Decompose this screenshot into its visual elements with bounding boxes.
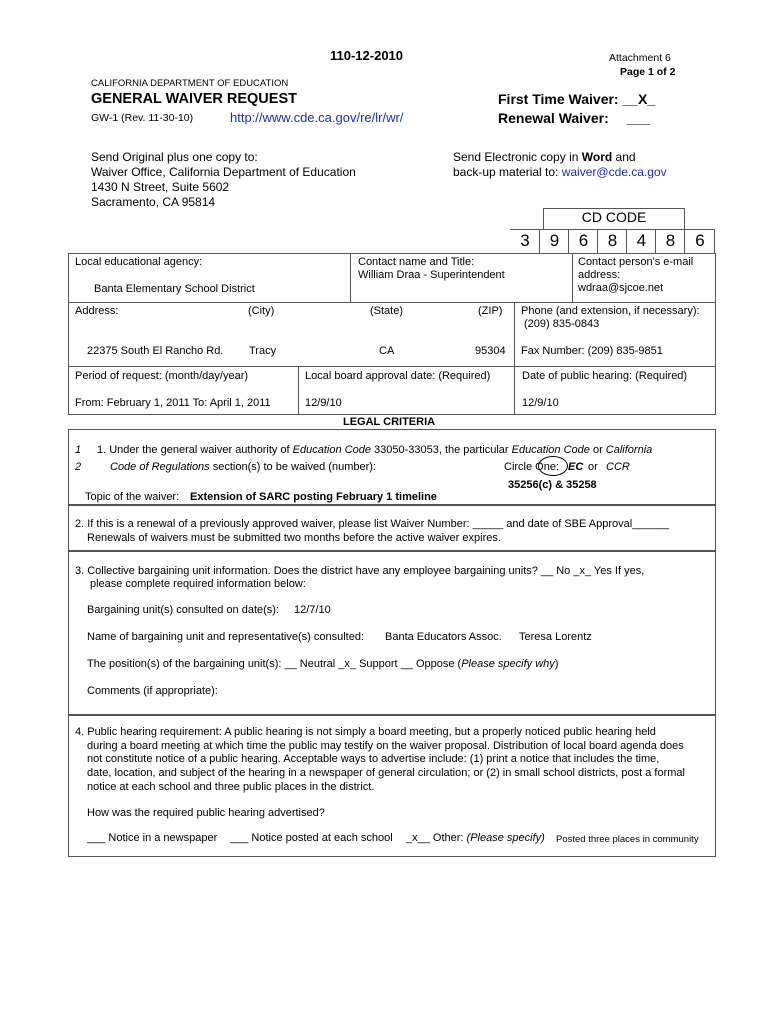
cd-digit: 8 — [655, 229, 685, 253]
representative-value: Teresa Lorentz — [519, 631, 592, 643]
q4-paragraph: 4. Public hearing requirement: A public hearing is not simply a board meeting, but a properly noticed public hearing held during a board meeting at which time the public may testify on the waiver proposal. Distribution of local board agenda does not constitute notice of a public hearing. Acceptable ways to advertise include: (1) print a notice that includes the time, date, location, and subject of the hearing in a newspaper of general circulation; or (2) in small school districts, post a formal notice at each school and three public places in the district. — [75, 726, 685, 793]
cd-digit: 3 — [520, 231, 530, 250]
circle-one-label: Circle One: — [504, 461, 560, 473]
unit-name-value: Banta Educators Assoc. — [385, 631, 502, 643]
contact-block — [358, 256, 505, 282]
unit-name-label: Name of bargaining unit and representative(s) consulted: — [87, 631, 364, 643]
agency-value: Banta Elementary School District — [94, 283, 255, 295]
send-original-address: Send Original plus one copy to: Waiver Office, California Department of Education 1430 N Street, Suite 5602 Sacramento, CA 95814 — [91, 150, 356, 209]
phone-block: Phone (and extension, if necessary): (209) 835-0843 — [521, 305, 700, 330]
q3-line1: 3. Collective bargaining unit information. Does the district have any employee bargaining units? __ No _x_ Yes If yes, — [75, 565, 645, 577]
consulted-value: 12/7/10 — [294, 604, 331, 616]
q1-text: 1. Under the general waiver authority of Education Code 33050-33053, the particular Education Code or California — [97, 444, 653, 456]
attachment-label: Attachment 6 — [609, 52, 671, 64]
city-label: (City) — [248, 305, 275, 317]
city-value: Tracy — [249, 345, 277, 357]
agency-label: Local educational agency: — [75, 256, 203, 268]
address-label: Address: — [75, 305, 119, 317]
q3-line2: please complete required information below: — [90, 578, 306, 590]
form-title: GENERAL WAIVER REQUEST — [91, 91, 297, 107]
cd-digit: 6 — [568, 229, 598, 253]
ec-circle-mark — [538, 456, 568, 476]
option-newspaper: ___ Notice in a newspaper — [87, 832, 218, 844]
topic-label: Topic of the waiver: — [85, 491, 180, 503]
first-time-waiver: First Time Waiver: __X_ — [498, 91, 656, 107]
or-text: or — [588, 461, 598, 473]
hearing-date-label: Date of public hearing: (Required) — [522, 370, 688, 382]
consulted-label: Bargaining unit(s) consulted on date(s): — [87, 604, 279, 616]
board-approval-label: Local board approval date: (Required) — [305, 370, 491, 382]
how-advertised-label: How was the required public hearing advertised? — [87, 807, 325, 819]
contact-label: Contact name and Title: — [358, 256, 475, 268]
zip-value: 95304 — [475, 345, 506, 357]
cd-digit: 9 — [539, 229, 569, 253]
cd-digit: 4 — [626, 229, 656, 253]
other-method-value: Posted three places in community — [556, 834, 699, 845]
option-other: _x__ Other: (Please specify) — [406, 832, 545, 844]
contact-email-value: wdraa@sjcoe.net — [578, 282, 664, 294]
waiver-email-link[interactable]: waiver@cde.ca.gov — [561, 165, 667, 179]
send-electronic-info: Send Electronic copy in Word and back-up material to: waiver@cde.ca.gov — [453, 150, 667, 179]
q2-line2: Renewals of waivers must be submitted two months before the active waiver expires. — [87, 532, 501, 544]
document-number: 110-12-2010 — [330, 48, 404, 63]
comments-label: Comments (if appropriate): — [87, 685, 218, 697]
position-line: The position(s) of the bargaining unit(s): __ Neutral _x_ Support __ Oppose (Please specify why) — [87, 658, 559, 670]
ccr-option: CCR — [606, 461, 630, 473]
state-value: CA — [379, 345, 395, 357]
legal-criteria-heading: LEGAL CRITERIA — [343, 416, 436, 428]
cd-digit: 6 — [684, 229, 715, 253]
topic-value: Extension of SARC posting February 1 timeline — [190, 491, 437, 503]
form-id: GW-1 (Rev. 11-30-10) — [91, 112, 194, 124]
board-approval-value: 12/9/10 — [305, 397, 342, 409]
cd-digit: 8 — [597, 229, 627, 253]
code-sections-value: 35256(c) & 35258 — [508, 479, 597, 491]
state-label: (State) — [370, 305, 404, 317]
item-number: 1 — [75, 444, 82, 456]
street-value: 22375 South El Rancho Rd. — [87, 345, 224, 357]
zip-label: (ZIP) — [478, 305, 503, 317]
q1-text-line2: Code of Regulations section(s) to be waived (number): — [110, 461, 376, 473]
contact-value: William Draa - Superintendent — [358, 269, 505, 281]
option-school-posting: ___ Notice posted at each school — [230, 832, 393, 844]
cd-code-label: CD CODE — [581, 209, 647, 225]
q2-line1: 2. If this is a renewal of a previously approved waiver, please list Waiver Number: _____ and date of SBE Approval______ — [75, 518, 669, 530]
ec-option: EC — [568, 461, 584, 473]
renewal-waiver: Renewal Waiver: ___ — [498, 110, 651, 126]
waiver-url-link[interactable]: http://www.cde.ca.gov/re/lr/wr/ — [230, 110, 404, 125]
department-name: CALIFORNIA DEPARTMENT OF EDUCATION — [91, 78, 289, 89]
phone-value: (209) 835-0843 — [524, 318, 600, 330]
period-label: Period of request: (month/day/year) — [75, 370, 249, 382]
period-value: From: February 1, 2011 To: April 1, 2011 — [75, 397, 271, 409]
page-label: Page 1 of 2 — [620, 66, 676, 78]
item-number: 2 — [75, 461, 82, 473]
email-block: Contact person's e-mail address: wdraa@sjcoe.net — [578, 256, 694, 294]
fax-number: Fax Number: (209) 835-9851 — [521, 345, 663, 357]
hearing-date-value: 12/9/10 — [522, 397, 559, 409]
